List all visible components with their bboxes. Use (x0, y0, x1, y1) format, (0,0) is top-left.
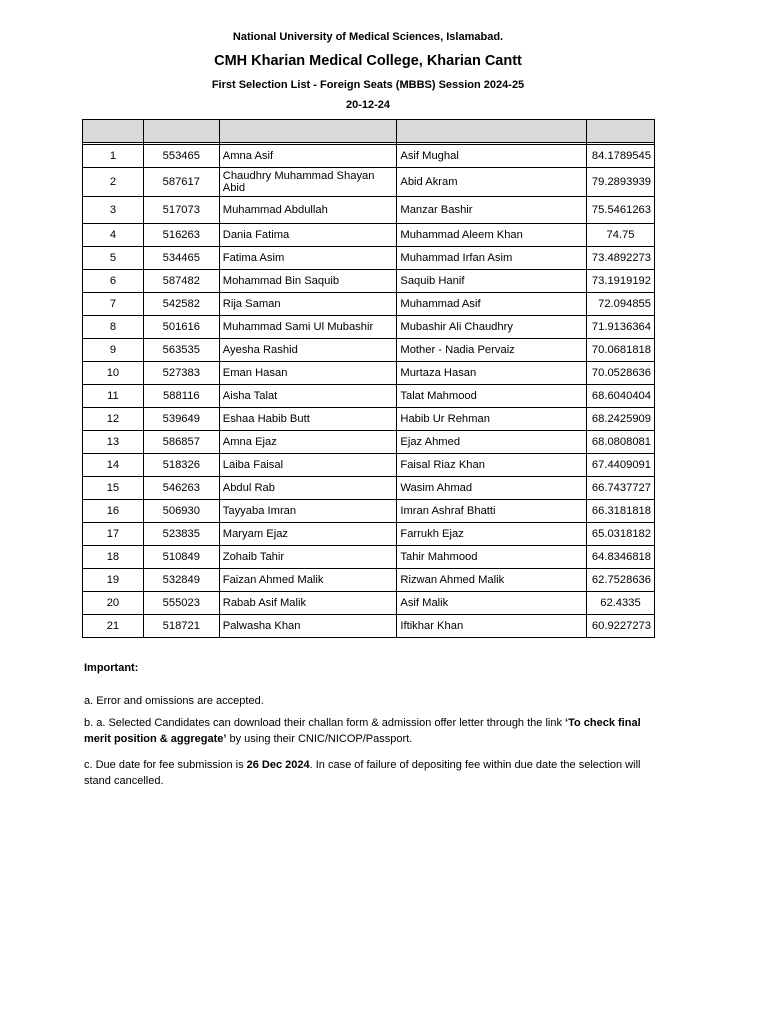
serial-number-cell: 1 (83, 145, 144, 168)
note-b-text: b. a. Selected Candidates can download their challan form & admission offer letter through the link (84, 717, 566, 729)
roll-number-cell: 587617 (143, 168, 219, 197)
father-name-cell: Muhammad Aleem Khan (397, 224, 587, 247)
table-row (83, 316, 655, 339)
roll-number-cell: 587482 (143, 270, 219, 293)
roll-number-cell: 518721 (143, 615, 219, 638)
header-cell (219, 120, 397, 143)
aggregate-cell: 73.1919192 (586, 270, 654, 293)
table-row (83, 408, 655, 431)
table-row (83, 247, 655, 270)
father-name-cell: Tahir Mahmood (397, 546, 587, 569)
aggregate-cell: 64.8346818 (586, 546, 654, 569)
table-header-row (83, 120, 655, 143)
father-name-cell: Mubashir Ali Chaudhry (397, 316, 587, 339)
candidate-name-cell: Mohammad Bin Saquib (219, 270, 397, 293)
candidate-name-cell: Palwasha Khan (219, 615, 397, 638)
father-name-cell: Muhammad Asif (397, 293, 587, 316)
father-name-cell: Abid Akram (397, 168, 587, 197)
serial-number-cell: 3 (83, 197, 144, 224)
table-row (83, 546, 655, 569)
father-name-cell: Murtaza Hasan (397, 362, 587, 385)
note-b (84, 715, 654, 747)
candidate-name-cell: Laiba Faisal (219, 454, 397, 477)
candidate-name-cell: Ayesha Rashid (219, 339, 397, 362)
roll-number-cell: 527383 (143, 362, 219, 385)
table-row (83, 362, 655, 385)
table-row (83, 224, 655, 247)
serial-number-cell: 13 (83, 431, 144, 454)
aggregate-cell: 68.2425909 (586, 408, 654, 431)
candidate-name-cell: Fatima Asim (219, 247, 397, 270)
table-row (83, 523, 655, 546)
roll-number-cell: 501616 (143, 316, 219, 339)
candidate-name-cell: Rabab Asif Malik (219, 592, 397, 615)
aggregate-cell: 68.0808081 (586, 431, 654, 454)
roll-number-cell: 517073 (143, 197, 219, 224)
roll-number-cell: 523835 (143, 523, 219, 546)
important-heading: Important: (84, 662, 139, 674)
candidate-name-cell: Tayyaba Imran (219, 500, 397, 523)
aggregate-cell: 70.0528636 (586, 362, 654, 385)
roll-number-cell: 563535 (143, 339, 219, 362)
list-title: First Selection List - Foreign Seats (MBBS) Session 2024-25 (211, 79, 525, 91)
table-row (83, 500, 655, 523)
father-name-cell: Mother - Nadia Pervaiz (397, 339, 587, 362)
serial-number-cell: 11 (83, 385, 144, 408)
note-c-text: c. Due date for fee submission is (84, 759, 247, 771)
aggregate-cell: 84.1789545 (586, 145, 654, 168)
candidate-name-cell: Abdul Rab (219, 477, 397, 500)
table-row (83, 592, 655, 615)
serial-number-cell: 20 (83, 592, 144, 615)
serial-number-cell: 8 (83, 316, 144, 339)
aggregate-cell: 73.4892273 (586, 247, 654, 270)
candidate-name-cell: Faizan Ahmed Malik (219, 569, 397, 592)
table-row (83, 145, 655, 168)
serial-number-cell: 14 (83, 454, 144, 477)
candidate-name-cell: Eshaa Habib Butt (219, 408, 397, 431)
note-a: a. Error and omissions are accepted. (84, 695, 264, 707)
roll-number-cell: 506930 (143, 500, 219, 523)
father-name-cell: Faisal Riaz Khan (397, 454, 587, 477)
serial-number-cell: 9 (83, 339, 144, 362)
serial-number-cell: 10 (83, 362, 144, 385)
father-name-cell: Habib Ur Rehman (397, 408, 587, 431)
college-title: CMH Kharian Medical College, Kharian Cantt (214, 53, 522, 69)
roll-number-cell: 586857 (143, 431, 219, 454)
table-row (83, 477, 655, 500)
father-name-cell: Manzar Bashir (397, 197, 587, 224)
table-row (83, 168, 655, 197)
table-row (83, 615, 655, 638)
roll-number-cell: 588116 (143, 385, 219, 408)
serial-number-cell: 4 (83, 224, 144, 247)
note-c-text-end: . In case of failure of depositing fee within due date the selection will stand cancelled. (84, 759, 641, 787)
table-row (83, 431, 655, 454)
header-cell (83, 120, 144, 143)
candidate-name-cell: Chaudhry Muhammad Shayan Abid (219, 168, 397, 197)
serial-number-cell: 15 (83, 477, 144, 500)
roll-number-cell: 518326 (143, 454, 219, 477)
serial-number-cell: 6 (83, 270, 144, 293)
aggregate-cell: 68.6040404 (586, 385, 654, 408)
serial-number-cell: 7 (83, 293, 144, 316)
serial-number-cell: 17 (83, 523, 144, 546)
candidate-name-cell: Muhammad Sami Ul Mubashir (219, 316, 397, 339)
aggregate-cell: 67.4409091 (586, 454, 654, 477)
table-row (83, 339, 655, 362)
aggregate-cell: 62.7528636 (586, 569, 654, 592)
aggregate-cell: 75.5461263 (586, 197, 654, 224)
table-row (83, 385, 655, 408)
candidate-name-cell: Rija Saman (219, 293, 397, 316)
aggregate-cell: 79.2893939 (586, 168, 654, 197)
father-name-cell: Farrukh Ejaz (397, 523, 587, 546)
aggregate-cell: 65.0318182 (586, 523, 654, 546)
father-name-cell: Asif Malik (397, 592, 587, 615)
table-row (83, 270, 655, 293)
serial-number-cell: 21 (83, 615, 144, 638)
serial-number-cell: 5 (83, 247, 144, 270)
aggregate-cell: 71.9136364 (586, 316, 654, 339)
aggregate-cell: 60.9227273 (586, 615, 654, 638)
candidate-name-cell: Amna Asif (219, 145, 397, 168)
header-cell (586, 120, 654, 143)
father-name-cell: Talat Mahmood (397, 385, 587, 408)
note-c (84, 757, 654, 789)
table-row (83, 569, 655, 592)
father-name-cell: Ejaz Ahmed (397, 431, 587, 454)
father-name-cell: Imran Ashraf Bhatti (397, 500, 587, 523)
roll-number-cell: 539649 (143, 408, 219, 431)
serial-number-cell: 16 (83, 500, 144, 523)
candidate-name-cell: Dania Fatima (219, 224, 397, 247)
father-name-cell: Rizwan Ahmed Malik (397, 569, 587, 592)
aggregate-cell: 66.3181818 (586, 500, 654, 523)
roll-number-cell: 553465 (143, 145, 219, 168)
candidate-name-cell: Aisha Talat (219, 385, 397, 408)
candidate-name-cell: Amna Ejaz (219, 431, 397, 454)
roll-number-cell: 555023 (143, 592, 219, 615)
father-name-cell: Saquib Hanif (397, 270, 587, 293)
candidate-name-cell: Zohaib Tahir (219, 546, 397, 569)
aggregate-cell: 74.75 (586, 224, 654, 247)
selection-table (82, 119, 655, 638)
serial-number-cell: 12 (83, 408, 144, 431)
header-cell (143, 120, 219, 143)
university-name: National University of Medical Sciences, Islamabad. (232, 31, 504, 43)
father-name-cell: Iftikhar Khan (397, 615, 587, 638)
roll-number-cell: 542582 (143, 293, 219, 316)
candidate-name-cell: Eman Hasan (219, 362, 397, 385)
note-b-link-text: ‘To check final merit position & aggregate’ (84, 717, 641, 745)
roll-number-cell: 546263 (143, 477, 219, 500)
header-cell (397, 120, 587, 143)
aggregate-cell: 72.094855 (586, 293, 654, 316)
aggregate-cell: 66.7437727 (586, 477, 654, 500)
table-row (83, 293, 655, 316)
table-row (83, 197, 655, 224)
note-b-text-end: by using their CNIC/NICOP/Passport. (226, 733, 413, 745)
father-name-cell: Wasim Ahmad (397, 477, 587, 500)
roll-number-cell: 534465 (143, 247, 219, 270)
due-date: 26 Dec 2024 (246, 759, 310, 771)
table-row (83, 454, 655, 477)
aggregate-cell: 62.4335 (586, 592, 654, 615)
serial-number-cell: 2 (83, 168, 144, 197)
father-name-cell: Asif Mughal (397, 145, 587, 168)
candidate-name-cell: Maryam Ejaz (219, 523, 397, 546)
candidate-name-cell: Muhammad Abdullah (219, 197, 397, 224)
list-date: 20-12-24 (345, 99, 391, 111)
serial-number-cell: 19 (83, 569, 144, 592)
aggregate-cell: 70.0681818 (586, 339, 654, 362)
roll-number-cell: 532849 (143, 569, 219, 592)
roll-number-cell: 516263 (143, 224, 219, 247)
roll-number-cell: 510849 (143, 546, 219, 569)
father-name-cell: Muhammad Irfan Asim (397, 247, 587, 270)
serial-number-cell: 18 (83, 546, 144, 569)
